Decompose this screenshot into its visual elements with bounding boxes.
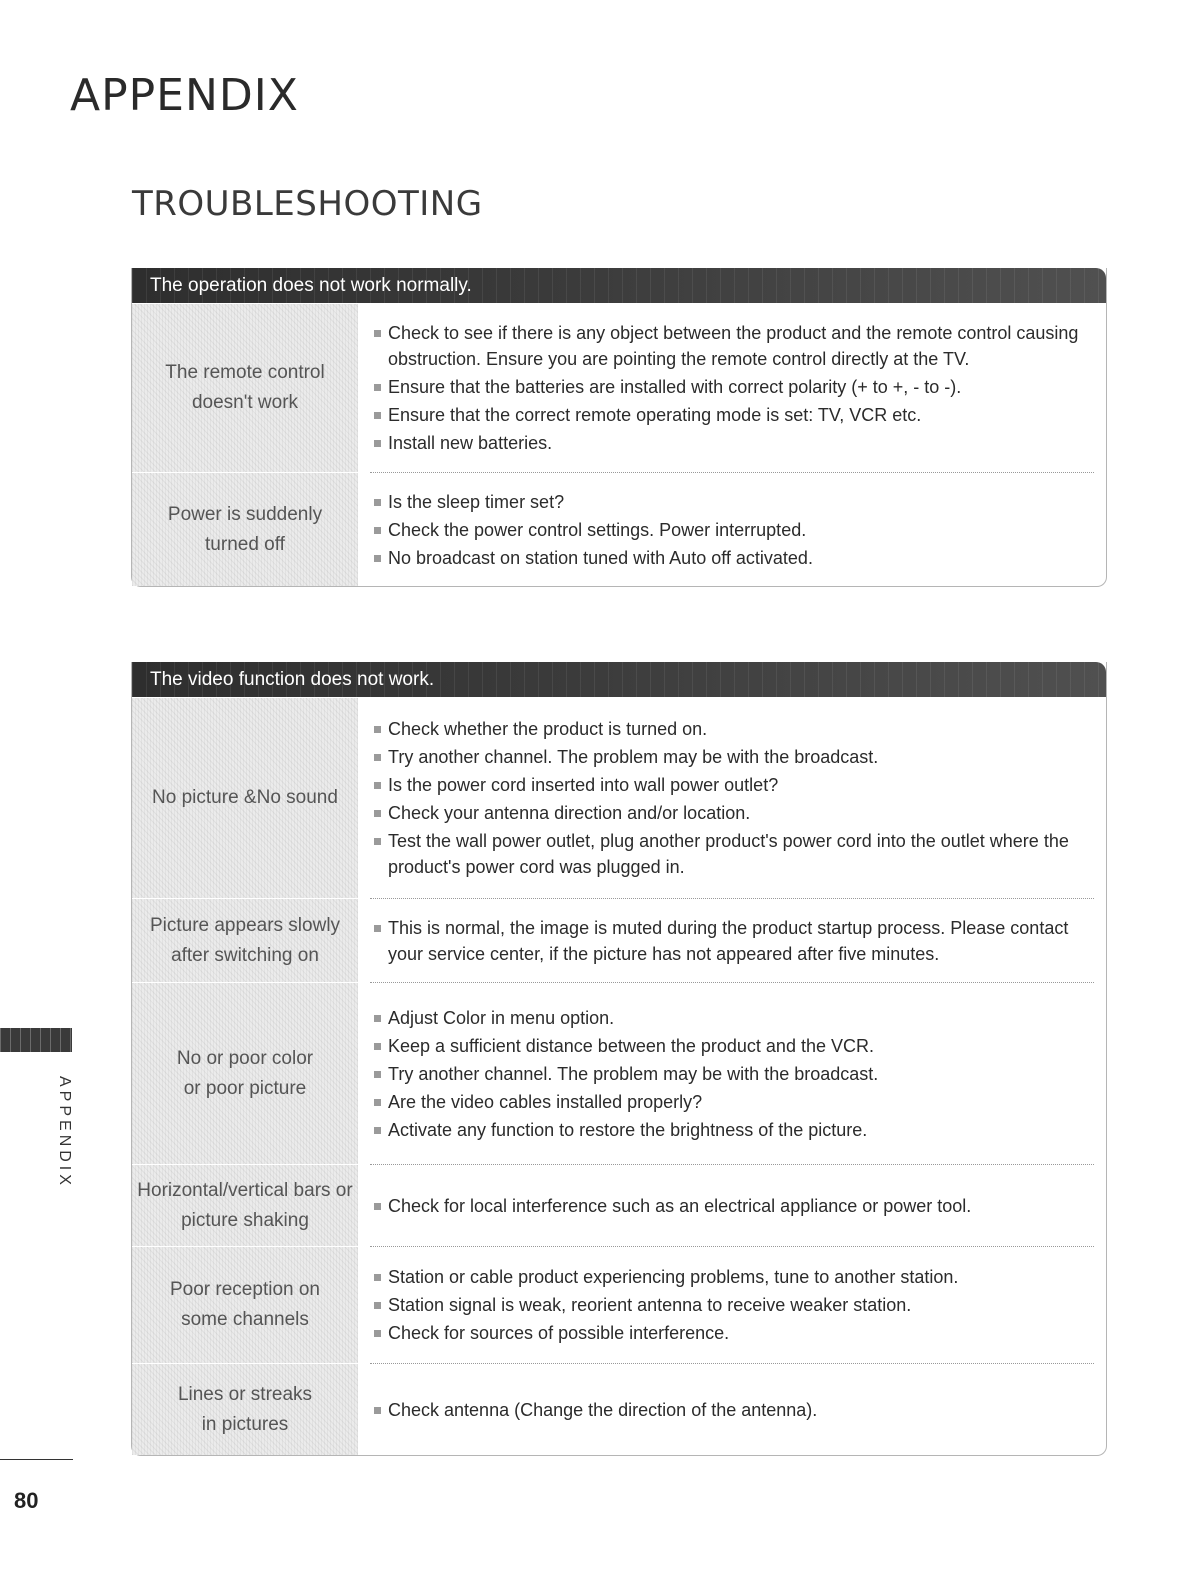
list-item bbox=[370, 1033, 1094, 1059]
problem-cell bbox=[132, 898, 358, 982]
list-item bbox=[370, 1292, 1094, 1318]
solution-text: Test the wall power outlet, plug another product's power cord into the outlet where the product's power cord was plugged in. bbox=[388, 830, 1069, 877]
section-header: The video function does not work. bbox=[132, 662, 1106, 697]
problem-label: No or poor color or poor picture bbox=[176, 1047, 314, 1099]
solution-cell bbox=[370, 697, 1094, 898]
list-item bbox=[370, 1061, 1094, 1087]
solution-cell bbox=[370, 1363, 1094, 1455]
solution-text: Activate any function to restore the brightness of the picture. bbox=[388, 1119, 868, 1140]
list-item bbox=[370, 800, 1094, 826]
bullet-icon bbox=[374, 754, 381, 761]
solution-text: Is the sleep timer set? bbox=[388, 491, 565, 512]
list-item bbox=[370, 828, 1094, 880]
bullet-icon bbox=[374, 782, 381, 789]
solution-cell bbox=[370, 1246, 1094, 1363]
list-item bbox=[370, 1117, 1094, 1143]
troubleshoot-section-video bbox=[131, 662, 1107, 1456]
solution-cell bbox=[370, 472, 1094, 586]
bullet-icon bbox=[374, 330, 381, 337]
table-row bbox=[132, 1363, 1106, 1455]
solution-text: Are the video cables installed properly? bbox=[388, 1091, 703, 1112]
list-item bbox=[370, 517, 1094, 543]
solution-text: Check for sources of possible interference. bbox=[388, 1323, 730, 1343]
problem-cell bbox=[132, 1164, 358, 1246]
footer-rule bbox=[0, 1459, 73, 1460]
problem-cell bbox=[132, 1246, 358, 1363]
bullet-icon bbox=[374, 925, 381, 932]
solution-text: Ensure that the batteries are installed with correct polarity (+ to +, - to -). bbox=[388, 376, 962, 397]
table-row bbox=[132, 898, 1106, 982]
section-header: The operation does not work normally. bbox=[132, 268, 1106, 303]
solution-text: Keep a sufficient distance between the product and the VCR. bbox=[388, 1035, 874, 1056]
list-item bbox=[370, 1005, 1094, 1031]
troubleshoot-section-operation bbox=[131, 268, 1107, 587]
solution-text: Check your antenna direction and/or location. bbox=[388, 802, 751, 823]
solution-text: Check for local interference such as an electrical appliance or power tool. bbox=[388, 1195, 972, 1216]
solution-text: Try another channel. The problem may be with the broadcast. bbox=[388, 1063, 879, 1084]
problem-label: No picture &No sound bbox=[152, 787, 338, 808]
bullet-icon bbox=[374, 1302, 381, 1309]
list-item bbox=[370, 320, 1094, 372]
list-item bbox=[370, 489, 1094, 515]
problem-label: Poor reception on some channels bbox=[170, 1279, 320, 1330]
list-item bbox=[370, 545, 1094, 571]
problem-cell bbox=[132, 303, 358, 472]
solution-text: Try another channel. The problem may be with the broadcast. bbox=[388, 746, 879, 767]
problem-cell bbox=[132, 982, 358, 1164]
problem-cell bbox=[132, 697, 358, 898]
problem-label: Picture appears slowly after switching on bbox=[149, 914, 341, 966]
list-item bbox=[370, 430, 1094, 456]
solution-text: Install new batteries. bbox=[388, 432, 553, 453]
problem-label: The remote control doesn't work bbox=[165, 362, 325, 413]
table-row bbox=[132, 982, 1106, 1164]
bullet-icon bbox=[374, 1127, 381, 1134]
bullet-icon bbox=[374, 838, 381, 845]
table-row bbox=[132, 697, 1106, 898]
bullet-icon bbox=[374, 726, 381, 733]
bullet-icon bbox=[374, 412, 381, 419]
bullet-icon bbox=[374, 1407, 381, 1414]
list-item bbox=[370, 915, 1094, 967]
bullet-icon bbox=[374, 1274, 381, 1281]
list-item bbox=[370, 744, 1094, 770]
bullet-icon bbox=[374, 1015, 381, 1022]
bullet-icon bbox=[374, 527, 381, 534]
list-item bbox=[370, 1089, 1094, 1115]
solution-text: Check the power control settings. Power interrupted. bbox=[388, 519, 807, 540]
list-item bbox=[370, 1193, 1094, 1219]
solution-text: Check to see if there is any object between the product and the remote control causing obstruction. Ensure you are pointing the remote control directly at the TV. bbox=[388, 322, 1079, 369]
list-item bbox=[370, 716, 1094, 742]
list-item bbox=[370, 1264, 1094, 1290]
solution-cell bbox=[370, 898, 1094, 982]
solution-text: Station signal is weak, reorient antenna to receive weaker station. bbox=[388, 1295, 912, 1315]
bullet-icon bbox=[374, 440, 381, 447]
section-title: TROUBLESHOOTING bbox=[132, 184, 483, 224]
solution-text: Check antenna (Change the direction of the antenna). bbox=[388, 1399, 818, 1420]
list-item bbox=[370, 374, 1094, 400]
solution-text: Adjust Color in menu option. bbox=[388, 1007, 615, 1028]
table-row bbox=[132, 1164, 1106, 1246]
solution-text: Station or cable product experiencing problems, tune to another station. bbox=[388, 1267, 959, 1287]
list-item bbox=[370, 1397, 1094, 1423]
problem-label: Lines or streaks in pictures bbox=[177, 1383, 313, 1435]
list-item bbox=[370, 402, 1094, 428]
problem-label: Horizontal/vertical bars or picture shaking bbox=[137, 1179, 353, 1231]
side-tab-marker bbox=[0, 1028, 72, 1052]
bullet-icon bbox=[374, 384, 381, 391]
bullet-icon bbox=[374, 555, 381, 562]
solution-text: This is normal, the image is muted during the product startup process. Please contact your service center, if the picture has not appeared after five minutes. bbox=[388, 917, 1069, 964]
bullet-icon bbox=[374, 1043, 381, 1050]
side-tab-label: APPENDIX bbox=[56, 1076, 73, 1189]
solution-text: Ensure that the correct remote operating mode is set: TV, VCR etc. bbox=[388, 404, 922, 425]
list-item bbox=[370, 772, 1094, 798]
solution-text: Is the power cord inserted into wall power outlet? bbox=[388, 774, 779, 795]
solution-cell bbox=[370, 982, 1094, 1164]
problem-label: Power is suddenly turned off bbox=[167, 503, 323, 555]
solution-cell bbox=[370, 1164, 1094, 1246]
table-row bbox=[132, 303, 1106, 472]
page-number: 80 bbox=[14, 1488, 39, 1513]
list-item bbox=[370, 1320, 1094, 1346]
bullet-icon bbox=[374, 1330, 381, 1337]
solution-text: Check whether the product is turned on. bbox=[388, 718, 708, 739]
bullet-icon bbox=[374, 1203, 381, 1210]
bullet-icon bbox=[374, 810, 381, 817]
bullet-icon bbox=[374, 1099, 381, 1106]
problem-cell bbox=[132, 1363, 358, 1455]
solution-cell bbox=[370, 303, 1094, 472]
bullet-icon bbox=[374, 1071, 381, 1078]
solution-text: No broadcast on station tuned with Auto off activated. bbox=[388, 547, 813, 568]
problem-cell bbox=[132, 472, 358, 586]
table-row bbox=[132, 472, 1106, 586]
bullet-icon bbox=[374, 499, 381, 506]
table-row bbox=[132, 1246, 1106, 1363]
chapter-title: APPENDIX bbox=[70, 70, 299, 121]
